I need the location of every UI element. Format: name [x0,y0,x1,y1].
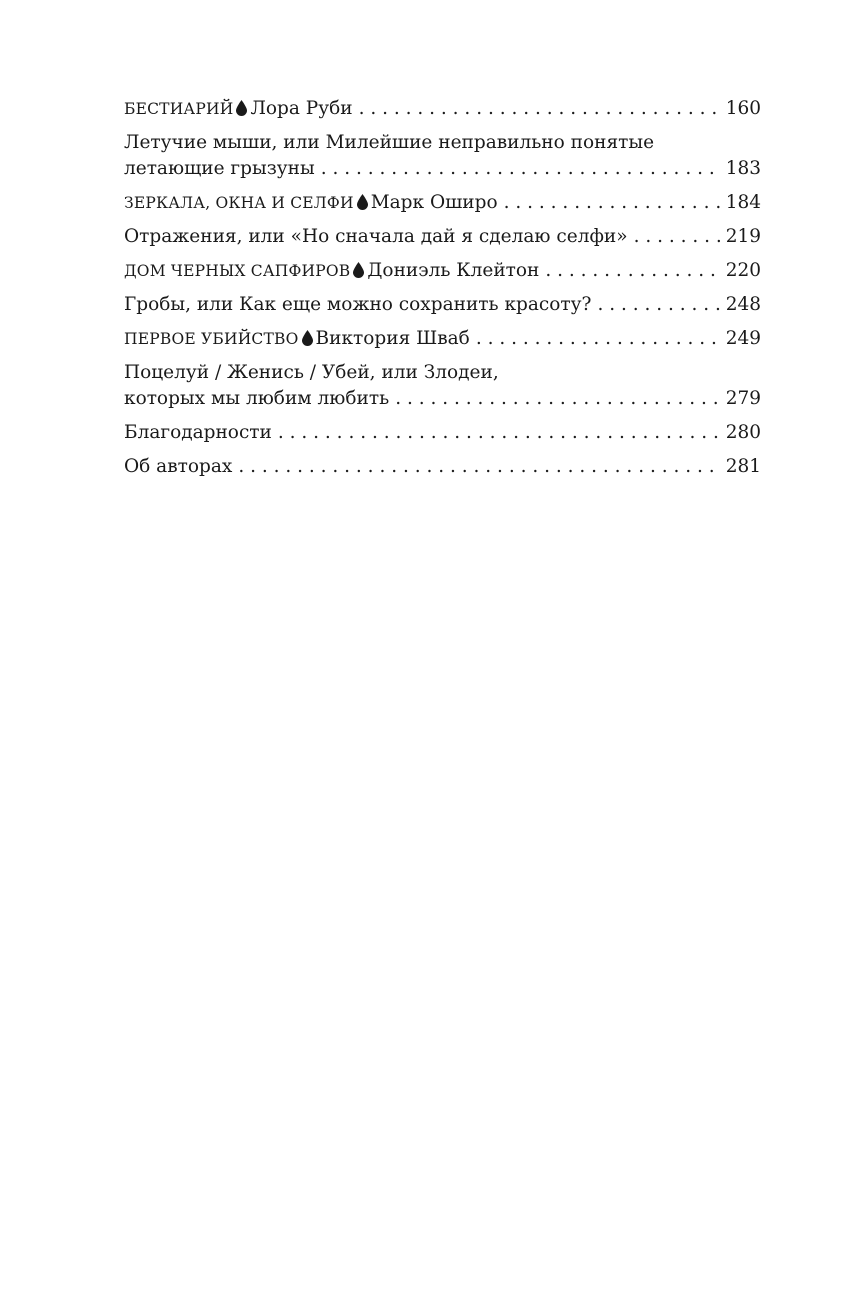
page-number: 279 [725,388,761,409]
toc-entry[interactable] [124,224,761,250]
story-title: ДОМ ЧЕРНЫХ САПФИРОВ [124,262,351,280]
essay-title-line: Гробы, или Как еще можно сохранить красоту? [124,294,592,315]
blood-drop-icon [353,262,364,278]
toc-entry[interactable] [124,190,761,216]
toc-entry[interactable] [124,292,761,318]
table-of-contents [124,96,761,488]
leader-dots [545,258,721,284]
page-number: 160 [725,98,761,119]
leader-dots [238,454,721,480]
essay-title-line: которых мы любим любить [124,388,390,409]
leader-dots [504,190,722,216]
page-number: 220 [725,260,761,281]
story-author: Дониэль Клейтон [367,260,540,281]
essay-title-line: Поцелуй / Женись / Убей, или Злодеи, [124,362,499,383]
page-number: 183 [725,158,761,179]
essay-title-line: Благодарности [124,422,272,443]
page-number: 248 [725,294,761,315]
leader-dots [634,224,722,250]
story-author: Лора Руби [250,98,353,119]
essay-title-line: Отражения, или «Но сначала дай я сделаю селфи» [124,226,628,247]
essay-title-line: Летучие мыши, или Милейшие неправильно понятые [124,132,655,153]
toc-entry[interactable] [124,130,761,182]
leader-dots [476,326,722,352]
leader-dots [395,386,722,412]
page-number: 281 [725,456,761,477]
leader-dots [597,292,721,318]
story-title: ПЕРВОЕ УБИЙСТВО [124,330,299,348]
page-number: 280 [725,422,761,443]
blood-drop-icon [302,330,313,346]
story-author: Виктория Шваб [315,328,470,349]
blood-drop-icon [236,100,247,116]
toc-entry[interactable] [124,96,761,122]
story-author: Марк Оширо [370,192,498,213]
toc-entry[interactable] [124,360,761,412]
toc-entry[interactable] [124,454,761,480]
page-number: 249 [725,328,761,349]
story-title: ЗЕРКАЛА, ОКНА И СЕЛФИ [124,194,354,212]
page-number: 219 [725,226,761,247]
leader-dots [321,156,722,182]
toc-entry[interactable] [124,258,761,284]
blood-drop-icon [357,194,368,210]
leader-dots [278,420,722,446]
toc-entry[interactable] [124,326,761,352]
toc-entry[interactable] [124,420,761,446]
leader-dots [359,96,722,122]
essay-title-line: летающие грызуны [124,158,315,179]
essay-title-line: Об авторах [124,456,233,477]
story-title: БЕСТИАРИЙ [124,100,234,118]
page-number: 184 [725,192,761,213]
